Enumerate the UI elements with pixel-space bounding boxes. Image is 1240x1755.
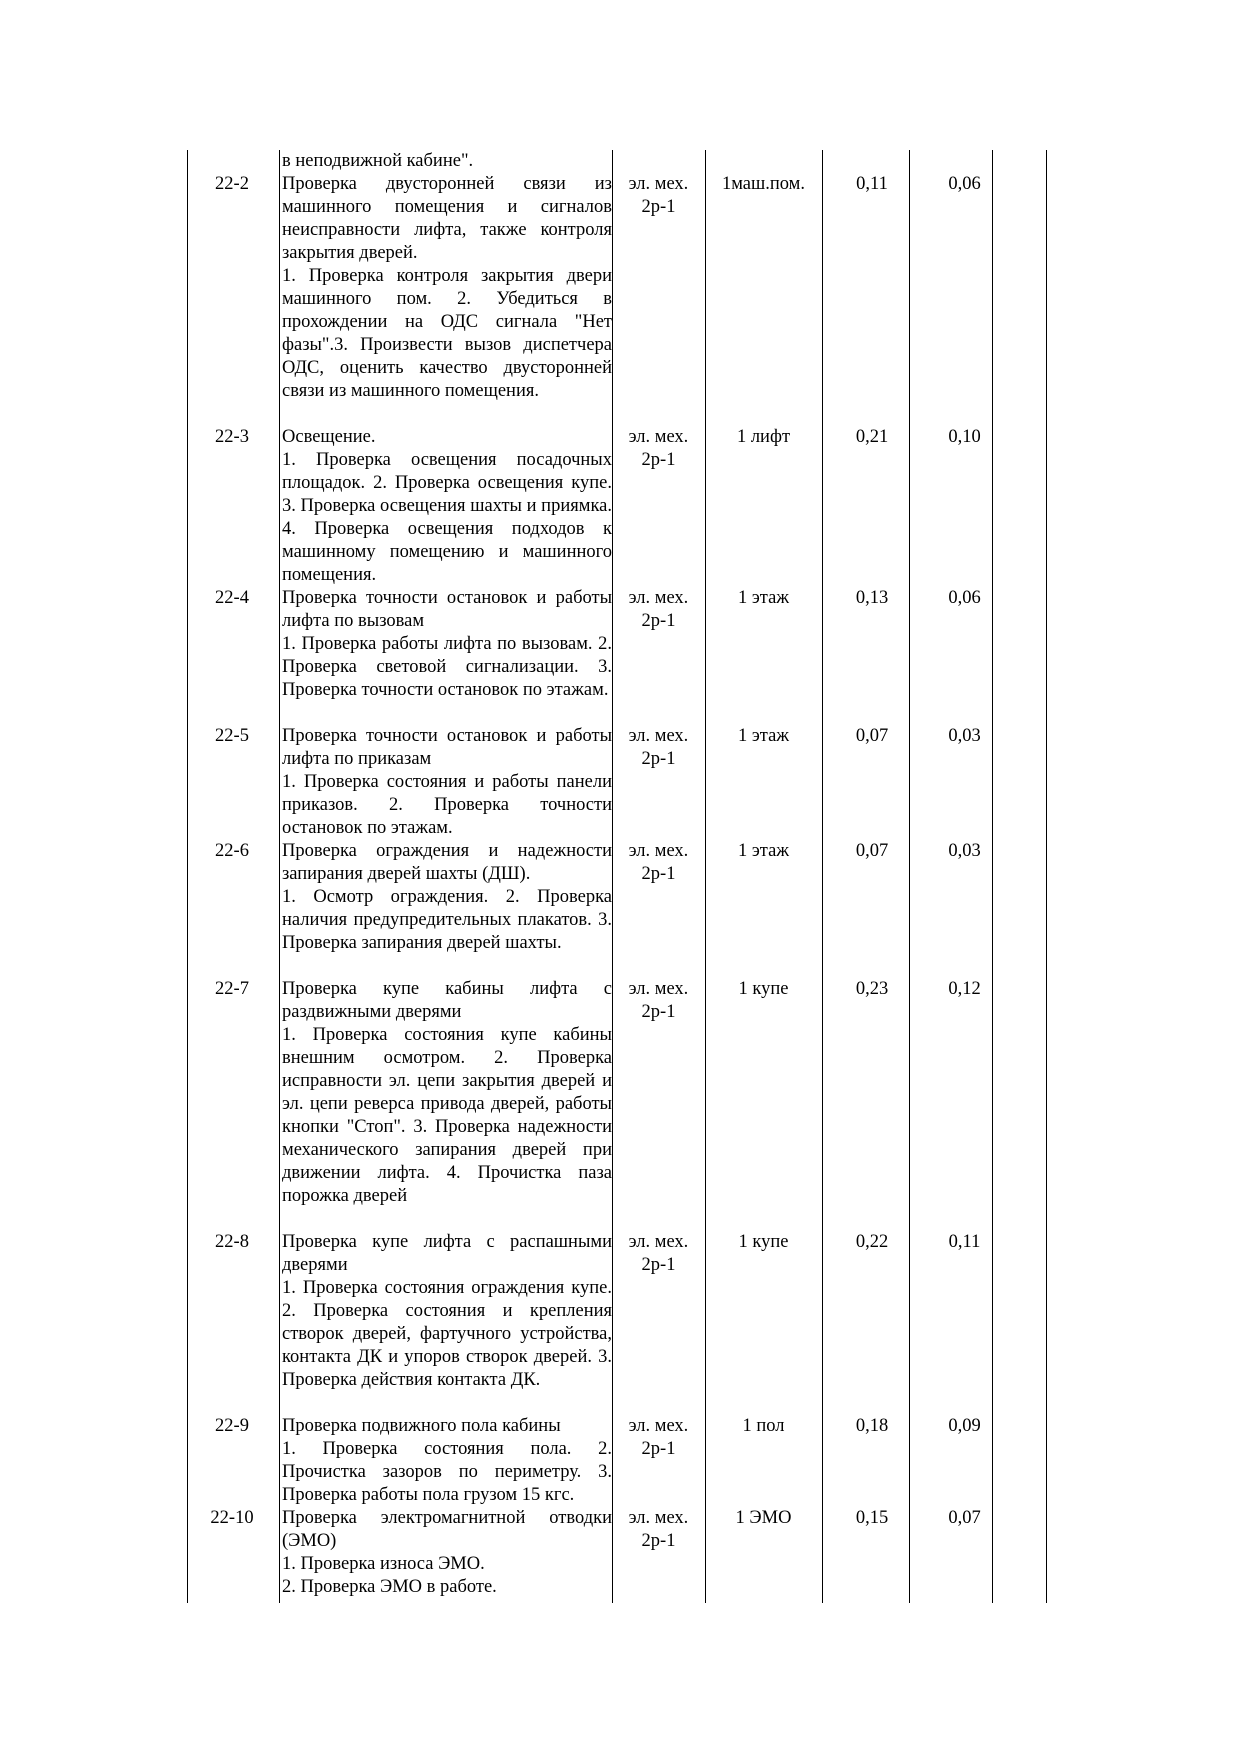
row-norm-1: 0,21 [855, 427, 889, 447]
row-norm-2: 0,10 [948, 427, 981, 447]
row-title: Проверка купе кабины лифта с раздвижными дверями [282, 979, 612, 1022]
row-norm-2: 0,07 [948, 1508, 981, 1528]
row-executor: эл. мех. 2р-1 [628, 1232, 689, 1275]
row-description: 1. Проверка состояния пола. 2. Прочистка зазоров по периметру. 3. Проверка работы пола грузом 15 кгс. [282, 1439, 612, 1505]
row-title: Проверка точности остановок и работы лифта по приказам [282, 726, 612, 769]
column-divider [705, 150, 706, 1603]
row-title: Освещение. [282, 427, 376, 447]
row-unit: 1 этаж [737, 726, 790, 746]
row-unit: 1 купе [738, 1232, 789, 1252]
row-description: 2. Проверка ЭМО в работе. [282, 1577, 497, 1597]
row-executor: эл. мех. 2р-1 [628, 588, 689, 631]
row-code: 22-4 [215, 588, 249, 608]
table-border-left [187, 150, 188, 1603]
row-norm-1: 0,07 [855, 841, 889, 861]
row-description: 1. Проверка работы лифта по вызовам. 2. Проверка световой сигнализации. 3. Проверка точности остановок по этажам. [282, 634, 612, 700]
row-title: Проверка электромагнитной отводки (ЭМО) [282, 1508, 612, 1551]
column-divider [822, 150, 823, 1603]
row-code: 22-10 [210, 1508, 254, 1528]
row-code: 22-6 [215, 841, 249, 861]
row-unit: 1 пол [742, 1416, 785, 1436]
row-description: 1. Проверка контроля закрытия двери машинного пом. 2. Убедиться в прохождении на ОДС сигнала "Нет фазы".3. Произвести вызов диспетчера ОДС, оценить качество двусторонней связи из машинного помещения. [282, 266, 612, 401]
row-norm-2: 0,03 [948, 726, 981, 746]
row-title: Проверка купе лифта с распашными дверями [282, 1232, 612, 1275]
row-title: Проверка точности остановок и работы лифта по вызовам [282, 588, 612, 631]
row-unit: 1маш.пом. [721, 174, 806, 194]
row-norm-2: 0,06 [948, 588, 981, 608]
row-norm-1: 0,18 [855, 1416, 889, 1436]
row-description: 1. Осмотр ограждения. 2. Проверка наличия предупредительных плакатов. 3. Проверка запирания дверей шахты. [282, 887, 612, 953]
row-code: 22-2 [215, 174, 249, 194]
row-description: 1. Проверка состояния и работы панели приказов. 2. Проверка точности остановок по этажам. [282, 772, 612, 838]
row-norm-1: 0,13 [855, 588, 889, 608]
column-divider [909, 150, 910, 1603]
row-code: 22-5 [215, 726, 249, 746]
row-title: Проверка двусторонней связи из машинного помещения и сигналов неисправности лифта, также контроля закрытия дверей. [282, 174, 612, 263]
row-executor: эл. мех. 2р-1 [628, 174, 689, 217]
row-unit: 1 купе [738, 979, 789, 999]
row-executor: эл. мех. 2р-1 [628, 726, 689, 769]
row-title: Проверка ограждения и надежности запирания дверей шахты (ДШ). [282, 841, 612, 884]
row-executor: эл. мех. 2р-1 [628, 1416, 689, 1459]
column-divider [279, 150, 280, 1603]
row-norm-1: 0,23 [855, 979, 889, 999]
row-norm-2: 0,09 [948, 1416, 981, 1436]
row-norm-1: 0,11 [856, 174, 888, 194]
row-description: 1. Проверка состояния ограждения купе. 2. Проверка состояния и крепления створок дверей, фартучного устройства, контакта ДК и упоров створок дверей. 3. Проверка действия контакта ДК. [282, 1278, 612, 1390]
row-norm-1: 0,15 [855, 1508, 889, 1528]
row-code: 22-7 [215, 979, 249, 999]
norms-table [187, 150, 1056, 1603]
row-norm-2: 0,03 [948, 841, 981, 861]
row-description: 1. Проверка состояния купе кабины внешним осмотром. 2. Проверка исправности эл. цепи закрытия дверей и эл. цепи реверса привода дверей, работы кнопки "Стоп". 3. Проверка надежности механического запирания дверей при движении лифта. 4. Прочистка паза порожка дверей [282, 1025, 612, 1206]
row-executor: эл. мех. 2р-1 [628, 841, 689, 884]
table-border-right [1046, 150, 1047, 1603]
row-code: 22-9 [215, 1416, 249, 1436]
row-norm-1: 0,22 [855, 1232, 889, 1252]
row-title: Проверка подвижного пола кабины [282, 1416, 561, 1436]
row-norm-2: 0,11 [948, 1232, 981, 1252]
row-unit: 1 ЭМО [735, 1508, 792, 1528]
row-norm-2: 0,12 [948, 979, 981, 999]
row-norm-1: 0,07 [855, 726, 889, 746]
row-description: 1. Проверка освещения посадочных площадок. 2. Проверка освещения купе. 3. Проверка освещения шахты и приямка. 4. Проверка освещения подходов к машинному помещению и машинного помещения. [282, 450, 612, 585]
continuation-text: в неподвижной кабине". [282, 151, 474, 171]
row-unit: 1 лифт [736, 427, 791, 447]
row-code: 22-8 [215, 1232, 249, 1252]
column-divider [992, 150, 993, 1603]
row-executor: эл. мех. 2р-1 [628, 427, 689, 470]
row-unit: 1 этаж [737, 841, 790, 861]
row-unit: 1 этаж [737, 588, 790, 608]
row-norm-2: 0,06 [948, 174, 981, 194]
row-description: 1. Проверка износа ЭМО. [282, 1554, 485, 1574]
row-executor: эл. мех. 2р-1 [628, 1508, 689, 1551]
row-code: 22-3 [215, 427, 249, 447]
row-executor: эл. мех. 2р-1 [628, 979, 689, 1022]
